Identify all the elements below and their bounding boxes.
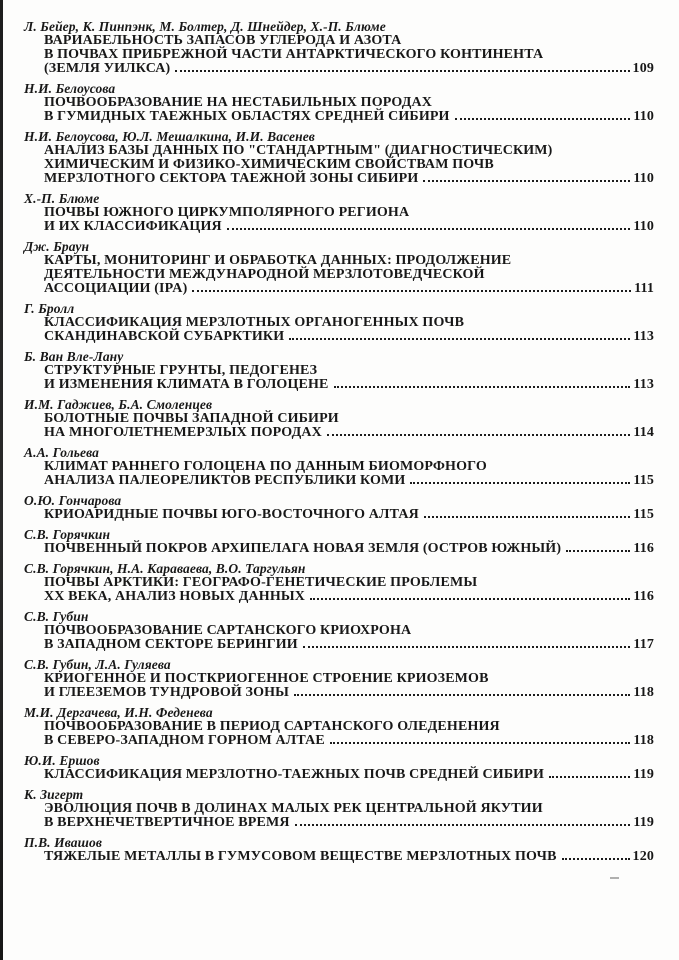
dot-leader [295,824,631,826]
toc-entry-title-text: И ГЛЕЕЗЕМОВ ТУНДРОВОЙ ЗОНЫ [44,685,290,700]
toc-entry-title-line [44,110,654,124]
toc-entry-title-line [44,62,654,76]
toc-entry-author: Г. Бролл [24,301,75,316]
toc-entry [24,240,654,296]
toc-entry-title-text: В ГУМИДНЫХ ТАЕЖНЫХ ОБЛАСТЯХ СРЕДНЕЙ СИБИРИ [44,109,450,124]
page-number: 116 [633,541,654,556]
toc-entry-title-line: ПОЧВООБРАЗОВАНИЕ НА НЕСТАБИЛЬНЫХ ПОРОДАХ [44,95,433,110]
toc-entry-author: Х.-П. Блюме [24,191,100,206]
toc-entry [24,494,654,522]
toc-entry [24,446,654,488]
toc-entry-title-text: ПОЧВЕННЫЙ ПОКРОВ АРХИПЕЛАГА НОВАЯ ЗЕМЛЯ (ОСТРОВ ЮЖНЫЙ) [44,541,562,556]
toc-entry-title-line [44,686,654,700]
page-number: 111 [634,281,654,296]
toc-entry [24,836,654,864]
dot-leader [549,776,630,778]
dot-leader [327,434,630,436]
scan-speck-artifact [610,877,619,879]
dot-leader [289,338,630,340]
toc-entry-title-line: КЛАССИФИКАЦИЯ МЕРЗЛОТНЫХ ОРГАНОГЕННЫХ ПОЧВ [44,315,465,330]
toc-entry-title-line [44,638,654,652]
toc-entry [24,788,654,830]
toc-entry-title-text: В ВЕРХНЕЧЕТВЕРТИЧНОЕ ВРЕМЯ [44,815,290,830]
dot-leader [227,228,631,230]
page-number: 118 [633,685,654,700]
toc-entry-title-line: ДЕЯТЕЛЬНОСТИ МЕЖДУНАРОДНОЙ МЕРЗЛОТОВЕДЧЕСКОЙ [44,267,485,282]
toc-entry-title-line: ВАРИАБЕЛЬНОСТЬ ЗАПАСОВ УГЛЕРОДА И АЗОТА [44,33,402,48]
toc-entry-author: Дж. Браун [24,239,90,254]
toc-entry-title-line: КРИОГЕННОЕ И ПОСТКРИОГЕННОЕ СТРОЕНИЕ КРИОЗЕМОВ [44,671,489,686]
toc-entry-author: П.В. Ивашов [24,835,102,850]
page-number: 120 [632,849,654,864]
toc-entry-title-line: БОЛОТНЫЕ ПОЧВЫ ЗАПАДНОЙ СИБИРИ [44,411,339,426]
toc-entry-title-line [44,426,654,440]
toc-entry-author: Ю.И. Ершов [24,753,100,768]
toc-entry-title-line [44,378,654,392]
toc-entry-title-line [44,768,654,782]
toc-list [24,20,654,870]
page-number: 116 [633,589,654,604]
page-number: 118 [633,733,654,748]
toc-entry-author: С.В. Горячкин [24,527,111,542]
scan-edge-artifact [0,0,3,960]
page-number: 115 [633,507,654,522]
toc-entry-title-line: ПОЧВООБРАЗОВАНИЕ САРТАНСКОГО КРИОХРОНА [44,623,412,638]
toc-entry-title-line: СТРУКТУРНЫЕ ГРУНТЫ, ПЕДОГЕНЕЗ [44,363,318,378]
toc-entry-title-text: НА МНОГОЛЕТНЕМЕРЗЛЫХ ПОРОДАХ [44,425,322,440]
toc-entry [24,398,654,440]
dot-leader [192,290,631,292]
page-number: 113 [633,329,654,344]
toc-entry-title-text: И ИЗМЕНЕНИЯ КЛИМАТА В ГОЛОЦЕНЕ [44,377,329,392]
toc-entry [24,754,654,782]
toc-entry-title-text: ХХ ВЕКА, АНАЛИЗ НОВЫХ ДАННЫХ [44,589,306,604]
toc-entry-title-line [44,282,654,296]
toc-entry [24,562,654,604]
toc-entry-title-line [44,734,654,748]
page-number: 110 [633,219,654,234]
toc-entry-author: О.Ю. Гончарова [24,493,122,508]
toc-entry [24,82,654,124]
toc-entry-title-line [44,172,654,186]
toc-entry-title-text: СКАНДИНАВСКОЙ СУБАРКТИКИ [44,329,285,344]
toc-entry-title-text: (ЗЕМЛЯ УИЛКСА) [44,61,171,76]
page-number: 110 [633,109,654,124]
dot-leader [455,118,631,120]
dot-leader [330,742,630,744]
dot-leader [334,386,631,388]
toc-entry [24,706,654,748]
toc-entry-title-line [44,330,654,344]
toc-entry-title-line: ХИМИЧЕСКИМ И ФИЗИКО-ХИМИЧЕСКИМ СВОЙСТВАМ ПОЧВ [44,157,494,172]
toc-entry-title-line [44,508,654,522]
dot-leader [410,482,630,484]
toc-entry-title-line: В ПОЧВАХ ПРИБРЕЖНОЙ ЧАСТИ АНТАРКТИЧЕСКОГО КОНТИНЕНТА [44,47,544,62]
page-number: 119 [633,767,654,782]
toc-entry-author: И.М. Гаджиев, Б.А. Смоленцев [24,397,213,412]
toc-entry-author: А.А. Гольева [24,445,99,460]
toc-entry-title-text: АНАЛИЗА ПАЛЕОРЕЛИКТОВ РЕСПУБЛИКИ КОМИ [44,473,406,488]
toc-entry-title-text: КЛАССИФИКАЦИЯ МЕРЗЛОТНО-ТАЕЖНЫХ ПОЧВ СРЕДНЕЙ СИБИРИ [44,767,545,782]
dot-leader [423,180,630,182]
toc-entry-title-text: КРИОАРИДНЫЕ ПОЧВЫ ЮГО-ВОСТОЧНОГО АЛТАЯ [44,507,419,522]
toc-entry-title-line [44,220,654,234]
page-number: 117 [633,637,654,652]
toc-entry-author: К. Зигерт [24,787,84,802]
dot-leader [310,598,630,600]
toc-entry-title-line: КАРТЫ, МОНИТОРИНГ И ОБРАБОТКА ДАННЫХ: ПРОДОЛЖЕНИЕ [44,253,512,268]
dot-leader [562,858,630,860]
toc-entry-title-line [44,542,654,556]
toc-entry-author: С.В. Горячкин, Н.А. Караваева, В.О. Таргульян [24,561,306,576]
toc-entry [24,610,654,652]
toc-entry-title-line: ПОЧВООБРАЗОВАНИЕ В ПЕРИОД САРТАНСКОГО ОЛЕДЕНЕНИЯ [44,719,500,734]
toc-entry-title-text: ТЯЖЕЛЫЕ МЕТАЛЛЫ В ГУМУСОВОМ ВЕЩЕСТВЕ МЕРЗЛОТНЫХ ПОЧВ [44,849,557,864]
page-number: 114 [633,425,654,440]
dot-leader [566,550,630,552]
toc-entry [24,192,654,234]
toc-entry-author: М.И. Дергачева, И.Н. Феденева [24,705,213,720]
toc-entry [24,528,654,556]
toc-entry-author: Н.И. Белоусова [24,81,116,96]
toc-entry-title-text: И ИХ КЛАССИФИКАЦИЯ [44,219,222,234]
toc-entry [24,350,654,392]
toc-entry [24,658,654,700]
toc-entry-title-line: ПОЧВЫ ЮЖНОГО ЦИРКУМПОЛЯРНОГО РЕГИОНА [44,205,410,220]
toc-entry-title-line: ЭВОЛЮЦИЯ ПОЧВ В ДОЛИНАХ МАЛЫХ РЕК ЦЕНТРАЛЬНОЙ ЯКУТИИ [44,801,543,816]
toc-entry-author: Л. Бейер, К. Пинпэнк, М. Болтер, Д. Шнейдер, Х.-П. Блюме [24,19,386,34]
dot-leader [424,516,630,518]
toc-entry-title-line: АНАЛИЗ БАЗЫ ДАННЫХ ПО "СТАНДАРТНЫМ" (ДИАГНОСТИЧЕСКИМ) [44,143,553,158]
toc-entry [24,302,654,344]
toc-entry [24,130,654,186]
toc-entry-title-line [44,590,654,604]
toc-entry-title-text: В СЕВЕРО-ЗАПАДНОМ ГОРНОМ АЛТАЕ [44,733,325,748]
toc-entry-title-line [44,850,654,864]
toc-entry-author: Н.И. Белоусова, Ю.Л. Мешалкина, И.И. Васенев [24,129,315,144]
toc-entry-title-line [44,474,654,488]
toc-entry [24,20,654,76]
toc-entry-title-text: АССОЦИАЦИИ (IPA) [44,281,188,296]
toc-entry-title-line: КЛИМАТ РАННЕГО ГОЛОЦЕНА ПО ДАННЫМ БИОМОРФНОГО [44,459,487,474]
page-number: 109 [632,61,654,76]
toc-entry-title-line: ПОЧВЫ АРКТИКИ: ГЕОГРАФО-ГЕНЕТИЧЕСКИЕ ПРОБЛЕМЫ [44,575,478,590]
page-number: 119 [633,815,654,830]
toc-entry-title-text: МЕРЗЛОТНОГО СЕКТОРА ТАЕЖНОЙ ЗОНЫ СИБИРИ [44,171,419,186]
dot-leader [303,646,631,648]
dot-leader [175,70,629,72]
dot-leader [294,694,630,696]
toc-entry-author: Б. Ван Вле-Лану [24,349,124,364]
toc-entry-author: С.В. Губин, Л.А. Гуляева [24,657,171,672]
toc-entry-title-line [44,816,654,830]
page-number: 113 [633,377,654,392]
page-number: 110 [633,171,654,186]
toc-entry-author: С.В. Губин [24,609,89,624]
page-number: 115 [633,473,654,488]
toc-entry-title-text: В ЗАПАДНОМ СЕКТОРЕ БЕРИНГИИ [44,637,298,652]
